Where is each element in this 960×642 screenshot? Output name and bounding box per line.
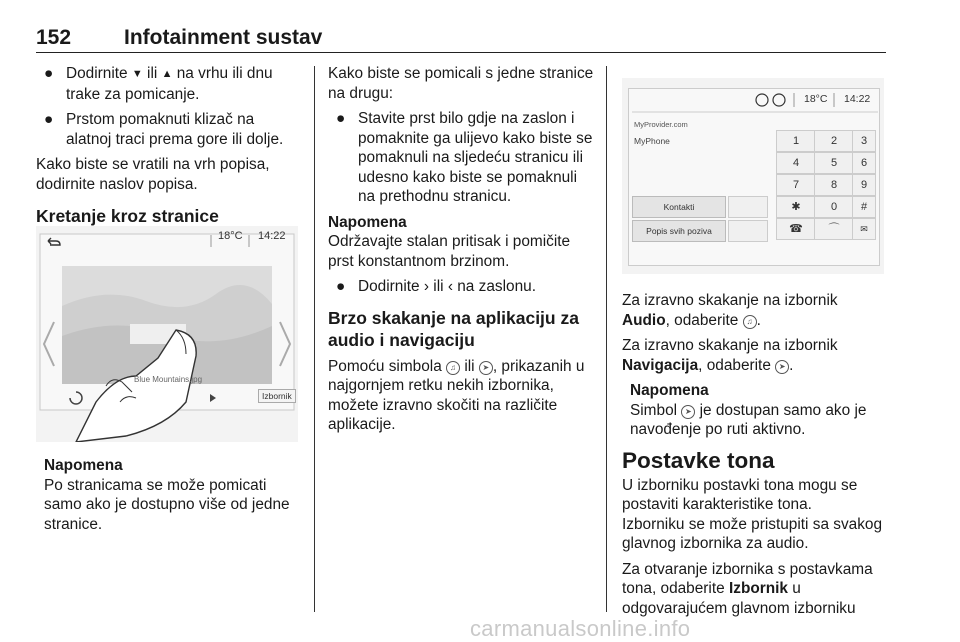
- call-icon[interactable]: ☎: [776, 218, 816, 240]
- image-filename: Blue Mountains.jpg: [134, 375, 203, 384]
- note-text: Održavajte stalan pritisak i pomičite prst konstantnom brzinom.: [328, 233, 571, 270]
- voicemail-icon[interactable]: ✉: [852, 218, 876, 240]
- keypad-key[interactable]: 8: [814, 174, 854, 196]
- paragraph-quick-jump: Pomoću simbola ♫ ili ➤ , prikazanih u najgornjem retku nekih izbornika, možete izravno skočiti na različite aplikacije.: [328, 357, 585, 433]
- bullet-arrows: ● Dodirnite › ili ‹ na zaslonu.: [336, 278, 536, 295]
- right-column: [622, 291, 888, 618]
- arrow-down-icon: ▼: [131, 68, 143, 80]
- device-name: MyPhone: [634, 136, 670, 146]
- keypad-key[interactable]: 6: [852, 152, 876, 174]
- bullet-dot: ●: [336, 278, 346, 295]
- bullet-dot: ●: [44, 111, 54, 128]
- heading-quick-jump: Brzo skakanje na aplikaciju za audio i navigaciju: [328, 307, 579, 350]
- note-title: Napomena: [44, 457, 123, 474]
- paragraph-tone-1: U izborniku postavki tona mogu se postaviti karakteristike tona.: [622, 476, 858, 513]
- note-text: Simbol ➤ je dostupan samo ako je navođenje po ruti aktivno.: [630, 401, 867, 438]
- keypad-key[interactable]: 1: [776, 130, 816, 152]
- bullet-dot: ●: [44, 65, 54, 82]
- paragraph-tone-2: Izborniku se može pristupiti sa svakog glavnog izbornika za audio.: [622, 515, 883, 552]
- chevron-left-icon: ‹: [447, 278, 453, 295]
- keypad-key[interactable]: 4: [776, 152, 816, 174]
- paragraph-intro: Kako biste se pomicali s jedne stranice na drugu:: [328, 65, 594, 102]
- keypad-key[interactable]: 7: [776, 174, 816, 196]
- voice-recognition-icon[interactable]: [728, 196, 768, 218]
- navigation-icon: ➤: [681, 405, 695, 419]
- note-text: Po stranicama se može pomicati samo ako je dostupno više od jedne stranice.: [44, 476, 290, 533]
- navigation-icon: ➤: [775, 360, 789, 374]
- illustration-phone-screen: [622, 78, 884, 274]
- page-number: 152: [36, 26, 72, 49]
- column-divider-1: [314, 66, 315, 612]
- provider-name: MyProvider.com: [634, 120, 688, 129]
- navigation-icon: ➤: [479, 361, 493, 375]
- keypad-key[interactable]: 9: [852, 174, 876, 196]
- illustration-page-swipe: [36, 226, 298, 442]
- temperature-readout: 18°C: [218, 230, 243, 242]
- heading-page-navigation: Kretanje kroz stranice: [36, 206, 219, 226]
- swipe-illustration-graphic: [36, 226, 298, 442]
- note-title: Napomena: [328, 213, 407, 231]
- keypad-key[interactable]: #: [852, 196, 876, 218]
- heading-tone-settings: Postavke tona: [622, 447, 775, 473]
- paragraph-audio-jump: Za izravno skakanje na izbornik Audio, odaberite ♫ .: [622, 292, 838, 329]
- keypad-key[interactable]: 2: [814, 130, 854, 152]
- menu-button[interactable]: Izbornik: [258, 389, 296, 403]
- paragraph-tone-3: Za otvaranje izbornika s postavkama tona, odaberite Izbornik u odgovarajućem glavnom izborniku: [622, 560, 873, 617]
- watermark: carmanualsonline.info: [470, 616, 691, 641]
- left-column: [36, 64, 302, 227]
- paragraph-navigation-jump: Za izravno skakanje na izbornik Navigacija, odaberite ➤ .: [622, 337, 838, 374]
- right-note: [622, 381, 888, 440]
- chevron-right-icon: ›: [423, 278, 430, 295]
- page-header: [36, 26, 886, 54]
- bullet-slider: ● Prstom pomaknuti klizač na alatnoj traci prema gore ili dolje.: [44, 111, 284, 148]
- header-rule: [36, 52, 886, 53]
- clock-readout: 14:22: [844, 93, 871, 105]
- keypad-key[interactable]: 5: [814, 152, 854, 174]
- temperature-readout: 18°C: [804, 93, 828, 105]
- middle-column: [328, 64, 594, 435]
- bullet-dot: ●: [336, 110, 346, 127]
- arrow-up-icon: ▲: [161, 68, 173, 80]
- clock-readout: 14:22: [258, 230, 286, 242]
- audio-icon: ♫: [743, 315, 757, 329]
- left-note: [44, 456, 306, 534]
- keypad-key[interactable]: 3: [852, 130, 876, 152]
- column-divider-2: [606, 66, 607, 612]
- audio-icon: ♫: [446, 361, 460, 375]
- phone-settings-icon[interactable]: [728, 220, 768, 242]
- keypad-key[interactable]: ✱: [776, 196, 816, 218]
- bullet-scroll-arrows: ● Dodirnite ▼ ili ▲ na vrhu ili dnu trake za pomicanje.: [44, 65, 273, 103]
- paragraph-top-of-list: Kako biste se vratili na vrh popisa, dodirnite naslov popisa.: [36, 156, 270, 193]
- chapter-title: Infotainment sustav: [124, 26, 323, 49]
- middle-note: [328, 213, 594, 272]
- note-title: Napomena: [630, 382, 709, 399]
- hang-up-icon[interactable]: ⌒: [814, 218, 854, 240]
- keypad-key[interactable]: 0: [814, 196, 854, 218]
- call-list-button[interactable]: Popis svih poziva: [632, 220, 726, 242]
- bullet-swipe: ● Stavite prst bilo gdje na zaslon i pomaknite ga ulijevo kako biste se pomaknuli na sljedeću stranicu ili udesno kako biste se pomaknuli na prethodnu stranicu.: [336, 110, 593, 205]
- contacts-button[interactable]: Kontakti: [632, 196, 726, 218]
- bottom-toolbar: [40, 386, 294, 408]
